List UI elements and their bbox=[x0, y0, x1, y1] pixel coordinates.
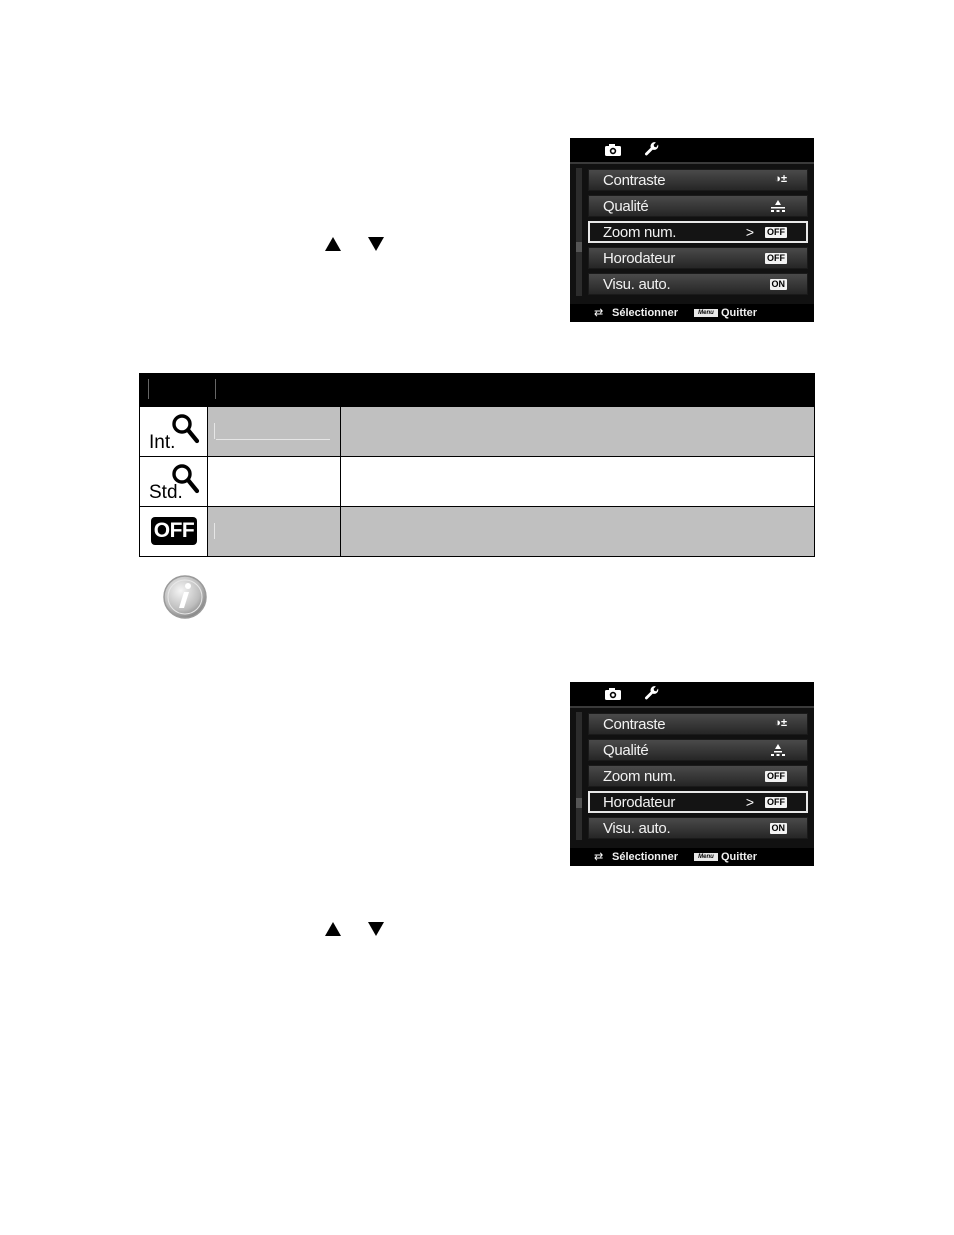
menu-key-icon: Menu bbox=[694, 309, 718, 317]
header-separator bbox=[570, 162, 814, 164]
menu-footer bbox=[570, 304, 814, 322]
status-badge: OFF bbox=[767, 253, 785, 263]
menu-scrollbar[interactable] bbox=[576, 168, 582, 296]
table-cell-icon bbox=[140, 407, 208, 456]
cell-divider bbox=[214, 423, 215, 439]
wrench-icon[interactable] bbox=[644, 686, 660, 702]
table-cell-icon bbox=[140, 457, 208, 506]
wrench-icon[interactable] bbox=[644, 142, 660, 158]
status-badge: OFF bbox=[767, 771, 785, 781]
footer-quit-label: Quitter bbox=[721, 851, 758, 863]
menu-item-label: Visu. auto. bbox=[603, 820, 671, 837]
standard-zoom-icon bbox=[148, 461, 200, 501]
quality-icon bbox=[771, 744, 785, 757]
camera-icon[interactable] bbox=[604, 687, 622, 701]
down-arrow-icon bbox=[368, 922, 384, 936]
navigate-arrows-icon: ⇄ bbox=[594, 307, 604, 319]
menu-item-label: Zoom num. bbox=[603, 224, 677, 241]
quality-icon bbox=[771, 200, 785, 213]
down-arrow-icon bbox=[368, 237, 384, 251]
scrollbar-thumb[interactable] bbox=[576, 242, 582, 252]
menu-item-label: Contraste bbox=[603, 172, 666, 189]
menu-footer bbox=[570, 848, 814, 866]
header-divider bbox=[215, 379, 216, 399]
menu-item-label: Qualité bbox=[603, 198, 649, 215]
table-cell-name bbox=[208, 407, 341, 456]
status-badge: OFF bbox=[767, 797, 785, 807]
svg-text:Int.: Int. bbox=[149, 432, 176, 451]
table-header bbox=[139, 373, 815, 407]
menu-item-qualite[interactable] bbox=[588, 195, 808, 217]
menu-item-label: Qualité bbox=[603, 742, 649, 759]
table-row bbox=[139, 457, 815, 507]
menu-item-label: Visu. auto. bbox=[603, 276, 671, 293]
menu-scrollbar[interactable] bbox=[576, 712, 582, 840]
footer-select-label: Sélectionner bbox=[612, 851, 679, 863]
header-separator bbox=[570, 706, 814, 708]
menu-tab-bar bbox=[570, 682, 814, 706]
table-row bbox=[139, 407, 815, 457]
menu-item-contraste[interactable] bbox=[588, 169, 808, 191]
table-cell-icon bbox=[140, 507, 208, 556]
up-arrow-icon bbox=[325, 922, 341, 936]
camera-menu-screen-1 bbox=[570, 138, 814, 322]
menu-item-visu-auto[interactable] bbox=[588, 273, 808, 295]
table-cell-description bbox=[341, 457, 814, 506]
scrollbar-thumb[interactable] bbox=[576, 798, 582, 808]
info-icon bbox=[162, 574, 208, 620]
contrast-icon: ◑± bbox=[774, 717, 787, 729]
status-badge: ON bbox=[771, 279, 785, 289]
off-icon: OFF bbox=[151, 517, 197, 545]
menu-key-icon: Menu bbox=[694, 853, 718, 861]
menu-item-label: Contraste bbox=[603, 716, 666, 733]
table-cell-description bbox=[341, 407, 814, 456]
table-cell-name bbox=[208, 457, 341, 506]
intelligent-zoom-icon bbox=[148, 411, 200, 451]
menu-item-horodateur[interactable] bbox=[588, 791, 808, 813]
camera-icon[interactable] bbox=[604, 143, 622, 157]
svg-text:Std.: Std. bbox=[149, 482, 183, 501]
status-badge: OFF bbox=[767, 227, 785, 237]
menu-item-qualite[interactable] bbox=[588, 739, 808, 761]
chevron-right-icon: > bbox=[745, 224, 754, 240]
footer-select-label: Sélectionner bbox=[612, 307, 679, 319]
footer-quit-label: Quitter bbox=[721, 307, 758, 319]
menu-item-zoom-num[interactable] bbox=[588, 221, 808, 243]
menu-item-horodateur[interactable] bbox=[588, 247, 808, 269]
table-row bbox=[139, 507, 815, 557]
table-cell-name bbox=[208, 507, 341, 556]
menu-item-label: Horodateur bbox=[603, 250, 676, 267]
header-divider bbox=[148, 379, 149, 399]
camera-menu-screen-2 bbox=[570, 682, 814, 866]
table-cell-description bbox=[341, 507, 814, 556]
contrast-icon: ◑± bbox=[774, 173, 787, 185]
up-arrow-icon bbox=[325, 237, 341, 251]
menu-item-contraste[interactable] bbox=[588, 713, 808, 735]
menu-tab-bar bbox=[570, 138, 814, 162]
cell-divider bbox=[216, 439, 330, 440]
menu-item-zoom-num[interactable] bbox=[588, 765, 808, 787]
menu-item-label: Zoom num. bbox=[603, 768, 677, 785]
chevron-right-icon: > bbox=[745, 794, 754, 810]
status-badge: ON bbox=[771, 823, 785, 833]
menu-item-visu-auto[interactable] bbox=[588, 817, 808, 839]
zoom-options-table bbox=[139, 373, 815, 556]
menu-item-label: Horodateur bbox=[603, 794, 676, 811]
cell-divider bbox=[214, 523, 215, 539]
navigate-arrows-icon: ⇄ bbox=[594, 851, 604, 863]
